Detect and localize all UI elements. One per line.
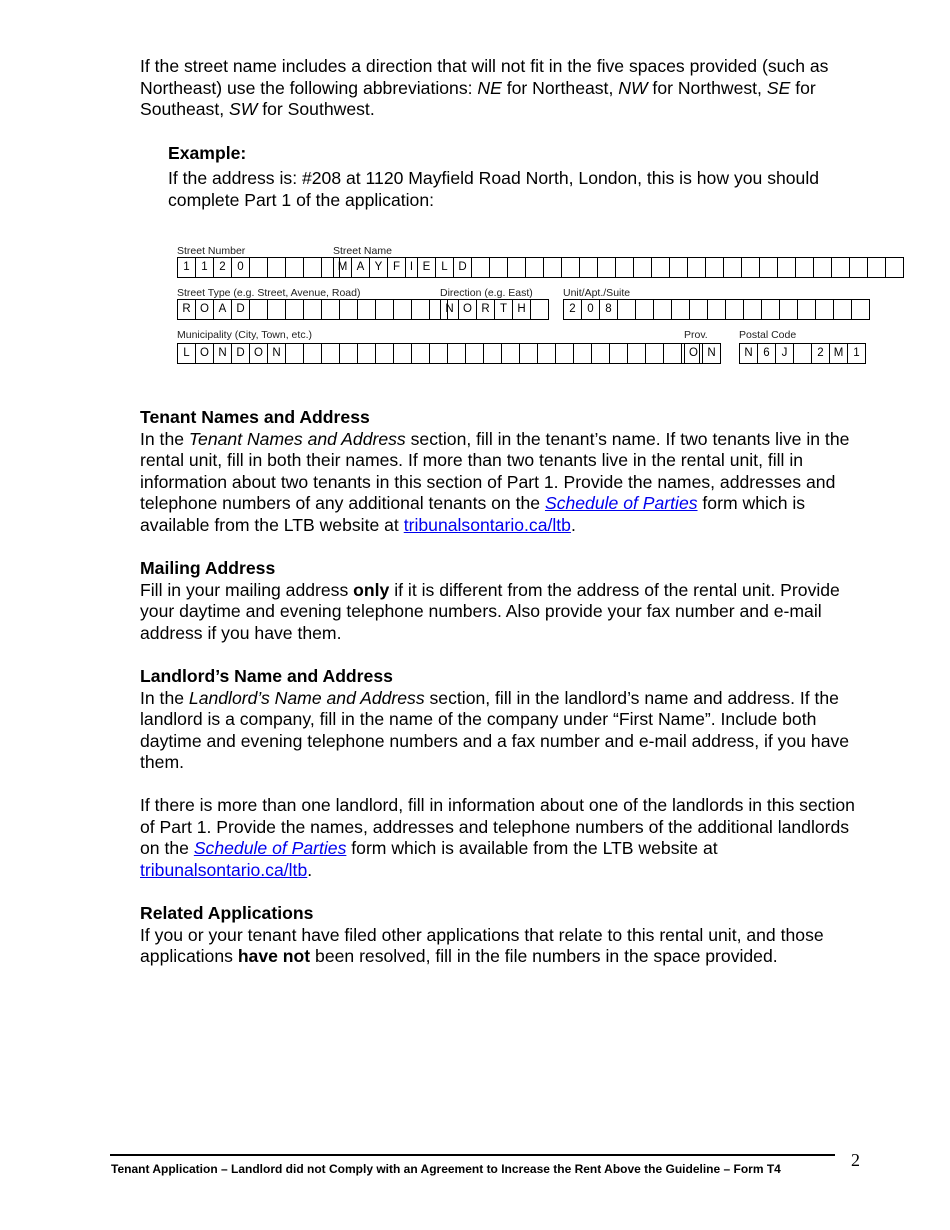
char-box [562,258,580,277]
landlord-text: section, fill in the landlord’s name and address. If the landlord is a company, fill in the name of the company under “First Name”. Include both daytime and evening telephone numbers and a fax number and e-mail address, if you have them. [140,687,850,772]
char-box: Y [370,258,388,277]
footer-form-title: Tenant Application – Landlord did not Comply with an Agreement to Increase the Rent Above the Guideline – Form T4 [111,1162,781,1176]
postal-code-label: Postal Code [739,329,797,341]
tenant-text: form which is available from the LTB website at [140,493,806,535]
char-box: E [418,258,436,277]
char-box [358,344,376,363]
char-box: N [707,347,716,359]
char-box: D [232,344,250,363]
char-box: O [250,344,268,363]
char-box [794,344,812,363]
char-box [574,344,592,363]
prov-boxes [684,343,721,364]
char-box [616,258,634,277]
char-box [268,258,286,277]
char-box [286,344,304,363]
intro-text: for Northwest, [647,77,767,98]
char-box: N [441,300,459,319]
char-box: 8 [600,300,618,319]
intro-text: for Northeast, [501,77,619,98]
char-box: 1 [178,258,196,277]
char-box: H [513,300,531,319]
char-box: 2 [564,300,582,319]
landlord-text: form which is available from the LTB website at [346,838,718,858]
char-box: N [214,344,232,363]
intro-text: for Southwest. [257,99,375,119]
mailing-text: if it is different from the address of the rental unit. Provide your daytime and evening telephone numbers. Also provide your fax number and e-mail address if you have them. [140,579,840,643]
schedule-of-parties-link-text: Schedule of Parties [544,493,698,513]
ltb-website-link[interactable]: tribunalsontario.ca/ltb [140,859,308,880]
related-paragraph [140,925,865,968]
char-box [664,344,682,363]
schedule-of-parties-link[interactable] [545,493,698,513]
char-box: 2 [214,258,232,277]
related-heading: Related Applications [140,903,314,923]
char-box [780,300,798,319]
char-box [706,258,724,277]
char-box: D [454,258,472,277]
char-box [814,258,832,277]
char-box [508,258,526,277]
char-box [688,258,706,277]
char-box [544,258,562,277]
char-box [304,300,322,319]
char-box [490,258,508,277]
char-box [376,300,394,319]
char-box: O [196,300,214,319]
landlord-italic: Landlord’s Name and Address [188,687,425,708]
char-box: N [740,344,758,363]
abbr-se: SE [766,77,791,98]
char-box: 0 [232,258,250,277]
char-box: O [459,300,477,319]
char-box: A [214,300,232,319]
footer-divider [110,1154,835,1156]
char-box [868,258,886,277]
street-number-boxes [177,257,340,278]
street-name-label: Street Name [333,245,392,257]
char-box [610,344,628,363]
char-box [526,258,544,277]
mailing-text: Fill in your mailing address [140,579,354,600]
char-box: A [352,258,370,277]
tenant-text: section, fill in the tenant’s name. If two tenants live in the rental unit, fill in both their names. If more than two tenants live in the rental unit, fill in information about two tenants in this section of Part 1. Provide the names, addresses and telephone numbers of any additional tenants on the [140,428,850,513]
char-box [762,300,780,319]
char-box: 6 [758,344,776,363]
mailing-section [140,558,865,644]
char-box [322,344,340,363]
char-box: L [178,344,196,363]
char-box: 2 [812,344,830,363]
char-box: M [334,258,352,277]
related-section [140,903,865,968]
municipality-boxes [177,343,700,364]
char-box: 1 [196,258,214,277]
mailing-bold: only [353,579,390,600]
char-box [742,258,760,277]
related-text: If you or your tenant have filed other applications that relate to this rental unit, and those applications [140,924,824,966]
char-box [472,258,490,277]
landlord-text: . [307,859,313,880]
postal-code-boxes [739,343,866,364]
char-box: 0 [582,300,600,319]
landlord-paragraph-2 [140,795,865,881]
page-number: 2 [851,1150,860,1170]
char-box: J [776,344,794,363]
street-name-boxes [333,257,904,278]
direction-label: Direction (e.g. East) [440,287,533,299]
char-box [520,344,538,363]
char-box [286,300,304,319]
prov-label: Prov. [684,329,708,341]
example-heading: Example: [168,142,247,163]
char-box [654,300,672,319]
char-box [618,300,636,319]
char-box: O [685,344,703,363]
landlord-paragraph [140,688,865,774]
tenant-text: . [570,514,576,535]
landlord-text: If there is more than one landlord, fill in information about one of the landlords in this section of Part 1. Provide the names, addresses and telephone numbers of the additional landlords on the [140,795,855,858]
char-box [628,344,646,363]
street-type-label: Street Type (e.g. Street, Avenue, Road) [177,287,361,299]
tenant-text: In the [140,428,189,449]
char-box [286,258,304,277]
char-box [322,300,340,319]
char-box [304,258,322,277]
char-box [726,300,744,319]
ltb-website-link[interactable]: tribunalsontario.ca/ltb [403,514,571,535]
landlord-text: In the [140,687,189,708]
char-box [886,258,903,277]
char-box [412,344,430,363]
example-address-form [177,245,860,373]
intro-paragraph [140,56,865,121]
char-box [340,344,358,363]
char-box [412,300,430,319]
char-box: T [495,300,513,319]
char-box [538,344,556,363]
landlord-section [140,666,865,881]
char-box: O [196,344,214,363]
char-box: N [268,344,286,363]
char-box [448,344,466,363]
unit-boxes [563,299,870,320]
related-text: been resolved, fill in the file numbers in the space provided. [310,946,778,966]
char-box [760,258,778,277]
char-box [834,300,852,319]
char-box [358,300,376,319]
char-box [816,300,834,319]
intro-text: for Southeast, [140,77,816,119]
char-box [598,258,616,277]
abbr-nw: NW [618,77,648,98]
schedule-of-parties-link-text: Schedule of Parties [193,838,347,858]
char-box [646,344,664,363]
char-box [592,344,610,363]
unit-label: Unit/Apt./Suite [563,287,631,299]
mailing-heading: Mailing Address [140,558,276,578]
tenant-italic: Tenant Names and Address [188,428,406,449]
street-type-boxes [177,299,448,320]
char-box: R [178,300,196,319]
abbr-sw: SW [229,99,258,119]
char-box [796,258,814,277]
related-bold: have not [237,946,311,966]
char-box [672,300,690,319]
page-content [140,56,865,968]
char-box [502,344,520,363]
direction-boxes [440,299,549,320]
char-box: F [388,258,406,277]
char-box [852,300,869,319]
char-box [798,300,816,319]
tenant-section [140,407,865,536]
char-box [778,258,796,277]
char-box [652,258,670,277]
abbr-ne: NE [477,77,502,98]
char-box [832,258,850,277]
tenant-paragraph [140,429,865,537]
char-box [708,300,726,319]
char-box [250,300,268,319]
char-box [724,258,742,277]
char-box [268,300,286,319]
char-box [744,300,762,319]
char-box [556,344,574,363]
char-box [670,258,688,277]
char-box [376,344,394,363]
char-box [394,300,412,319]
char-box [466,344,484,363]
char-box [531,300,548,319]
example-text: If the address is: #208 at 1120 Mayfield Road North, London, this is how you should complete Part 1 of the application: [168,168,820,210]
char-box: D [232,300,250,319]
char-box [580,258,598,277]
street-number-label: Street Number [177,245,246,257]
char-box [484,344,502,363]
char-box: I [406,258,418,277]
char-box [394,344,412,363]
mailing-paragraph [140,580,865,645]
char-box [340,300,358,319]
char-box [250,258,268,277]
landlord-heading: Landlord’s Name and Address [140,666,393,686]
char-box [304,344,322,363]
char-box: M [830,344,848,363]
char-box [430,344,448,363]
char-box [850,258,868,277]
char-box [634,258,652,277]
char-box [636,300,654,319]
municipality-label: Municipality (City, Town, etc.) [177,329,312,341]
schedule-of-parties-link[interactable] [194,838,347,858]
char-box: L [436,258,454,277]
tenant-heading: Tenant Names and Address [140,407,370,427]
intro-text: If the street name includes a direction that will not fit in the five spaces provided (such as Northeast) use the following abbreviations: [140,56,829,98]
char-box: 1 [853,347,860,359]
char-box: R [477,300,495,319]
char-box [690,300,708,319]
